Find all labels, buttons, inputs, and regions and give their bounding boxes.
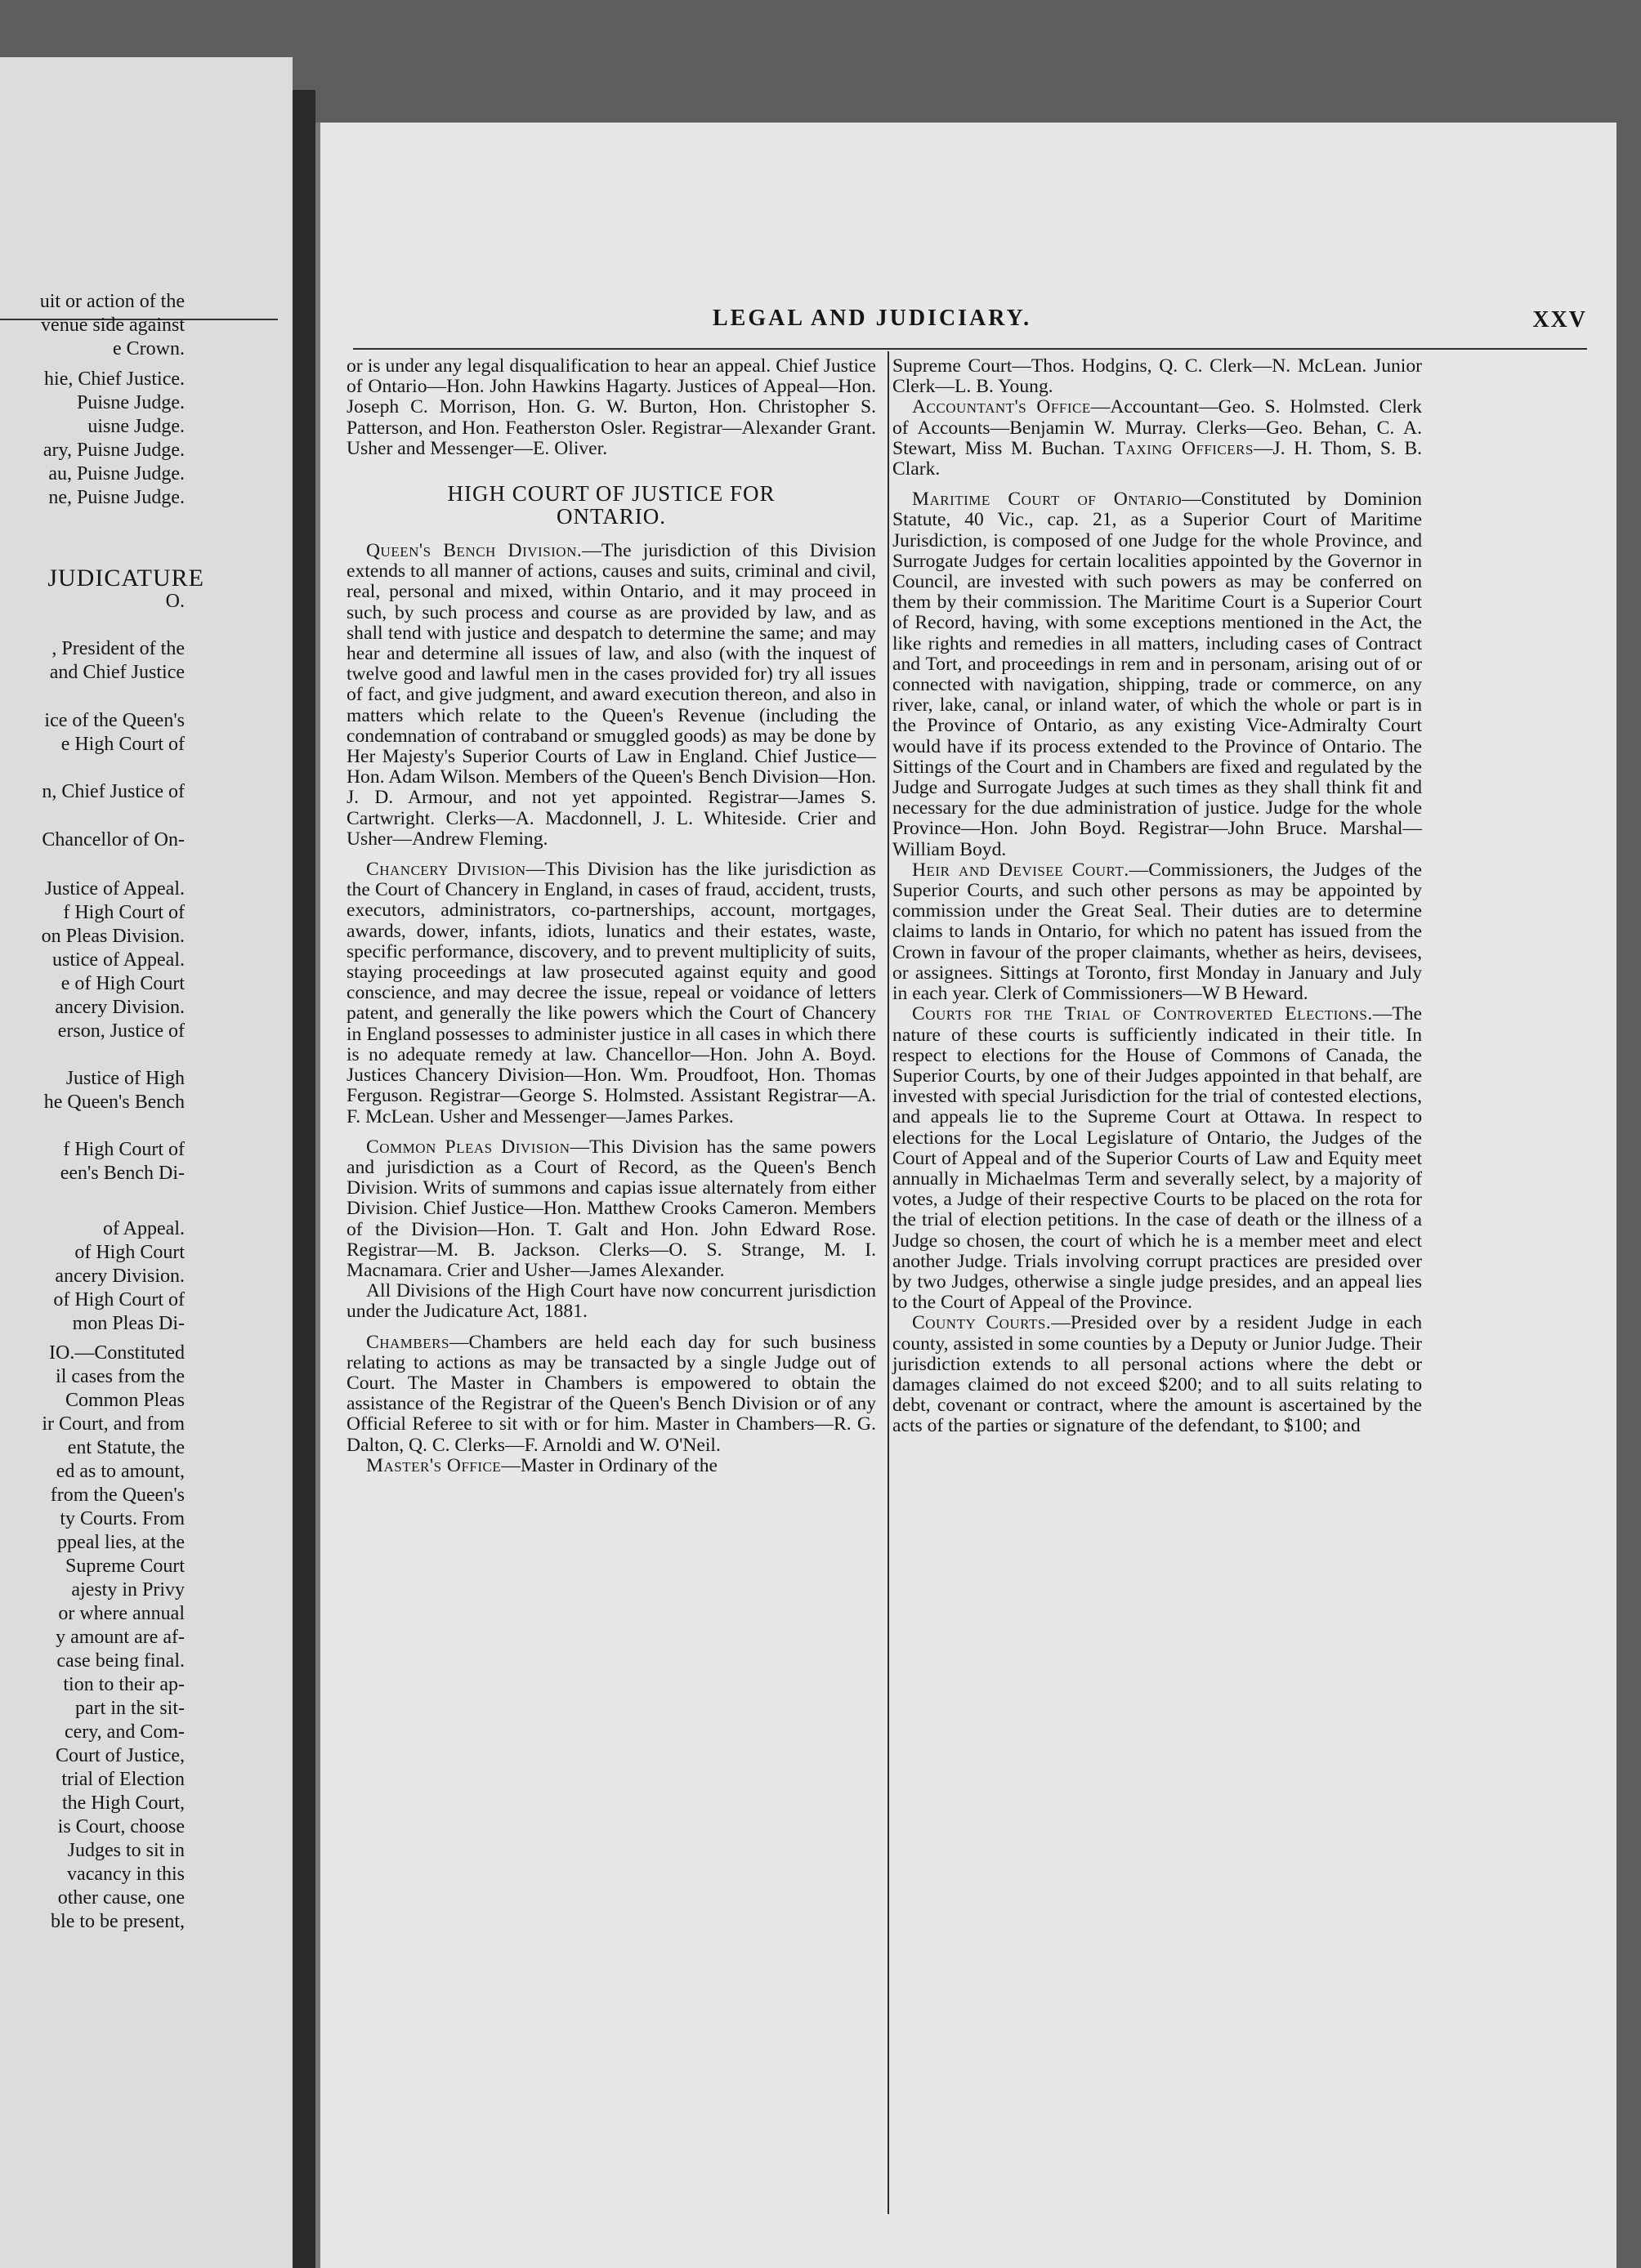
left-page-line: ent Statute, the [67, 1437, 185, 1458]
chambers-paragraph [347, 1333, 876, 1456]
section-title-line1: HIGH COURT OF JUSTICE FOR [447, 481, 776, 507]
common-pleas-text: —This Division has the same powers and jurisdiction as a Court of Record, as the Queen's Bench Division. Writs of summons and capias issue alternately from either Division. Chief Justice—Hon. Matthew Crooks Cameron. Members of the Division—Hon. T. Galt and Hon. John Edward Rose. Registrar—M. B. Jackson. Clerks—O. S. Strange, M. I. Macnamara. Crier and Usher—James Alexander. [347, 1136, 876, 1281]
left-page-line: other cause, one [57, 1887, 185, 1909]
left-page-line: IO.—Constituted [49, 1342, 185, 1364]
heir-devisee-heading: Heir and Devisee Court. [912, 859, 1129, 881]
queens-bench-paragraph [347, 541, 876, 850]
chancery-text: —This Division has the like jurisdiction as the Court of Chancery in England, in cases of fraud, accident, trusts, executors, administrators, co-partnerships, account, mortgages, awards, dower, infants, idiots, lunatics and their estates, waste, specific performance, discovery, and to prevent multiplicity of suits, staying proceedings at law prosecuted against equity and good conscience, and may decree the issue, repeal or voidance of letters patent, and generally the like powers which the Court of Chancery in England possesses to administer justice in all cases in which there is no adequate remedy at law. Chancellor—Hon. John A. Boyd. Justices Chancery Division—Hon. Wm. Proudfoot, Hon. Thomas Ferguson. Registrar—George S. Holmsted. Assistant Registrar—A. F. McLean. Usher and Messenger—James Parkes. [347, 859, 876, 1127]
document-page [320, 123, 1616, 2268]
county-courts-paragraph [892, 1313, 1422, 1436]
maritime-court-text: —Constituted by Dominion Statute, 40 Vic., cap. 21, as a Superior Court of Maritime Jurisdiction, is composed of one Judge for the whole Province, and Surrogate Judges for certain localities appointed by the Governor in Council, are invested with such powers as may be conferred on them by their commission. The Maritime Court is a Superior Court of Record, having, with some exceptions mentioned in the Act, the like rights and remedies in all matters, including cases of Contract and Tort, and proceedings in rem and in personam, arising out of or connected with navigation, shipping, trade or commerce, on any river, lake, canal, or inland water, of which the whole or part is in the Province of Ontario, as any existing Vice-Admiralty Court would have if its process extended to the Province of Ontario. The Sittings of the Court and in Chambers are fixed and regulated by the Judge and Surrogate Judges at such times as they shall think fit and necessary for the due administration of justice. Judge for the whole Province—Hon. John Boyd. Registrar—John Bruce. Marshal—William Boyd. [892, 489, 1422, 860]
page-header [320, 301, 1616, 333]
queens-bench-heading: Queen's Bench Division. [366, 540, 583, 562]
left-page-line: ed as to amount, [56, 1461, 185, 1482]
section-title-line2: ONTARIO. [556, 504, 667, 529]
left-page-line: au, Puisne Judge. [48, 463, 185, 484]
left-page-line: ble to be present, [51, 1911, 185, 1932]
page-number: XXV [1532, 307, 1587, 333]
queens-bench-text: —The jurisdiction of this Division extends to all manner of actions, causes and suits, criminal and civil, real, personal and mixed, within Ontario, and it may proceed in such, by such process and course as are provided by law, and as shall tend with justice and despatch to determine the same; and may hear and determine all issues of law, and also (with the inquest of twelve good and lawful men in the cases provided for) try all issues of fact, and give judgment, and award execution thereon, and also in matters which relate to the Queen's Revenue (including the condemnation of contraband or smuggled goods) as may be done by Her Majesty's Superior Courts of Law in England. Chief Justice—Hon. Adam Wilson. Members of the Queen's Bench Division—Hon. J. D. Armour, and not yet appointed. Registrar—James S. Cartwright. Clerks—A. Macdonnell, J. L. Whiteside. Crier and Usher—Andrew Fleming. [347, 540, 876, 850]
header-rule [353, 348, 1587, 350]
left-page-line: hie, Chief Justice. [44, 368, 185, 390]
county-courts-text: —Presided over by a resident Judge in each county, assisted in some counties by a Deputy or Junior Judge. Their jurisdiction extends to all personal actions where the debt or damages claimed do not exceed $200; and to all suits relating to debt, covenant or contract, where the amount is ascertained by the acts of the parties or signature of the defendant, to $100; and [892, 1312, 1423, 1437]
left-page-line: Supreme Court [65, 1556, 185, 1577]
left-page-line: f High Court of [63, 902, 185, 923]
left-page-line: the High Court, [62, 1793, 185, 1814]
section-title [347, 482, 876, 528]
left-page-line: ancery Division. [55, 997, 185, 1018]
supreme-court-continuation: Supreme Court—Thos. Hodgins, Q. C. Clerk—N. McLean. Junior Clerk—L. B. Young. [892, 355, 1422, 398]
left-page-line: and Chief Justice [49, 662, 185, 683]
left-column [347, 356, 876, 1476]
left-page-line: ajesty in Privy [71, 1579, 185, 1601]
left-page-line: tion to their ap- [63, 1674, 185, 1695]
masters-office-text: —Master in Ordinary of the [501, 1454, 718, 1476]
left-page-line: een's Bench Di- [60, 1163, 185, 1184]
left-page-line: il cases from the [56, 1366, 185, 1387]
appeal-court-continuation: or is under any legal disqualification to hear an appeal. Chief Justice of Ontario—Hon. John Hawkins Hagarty. Justices of Appeal—Hon. Joseph C. Morrison, Hon. G. W. Burton, Hon. Christopher S. Patterson, and Hon. Featherston Osler. Registrar—Alexander Grant. Usher and Messenger—E. Oliver. [347, 355, 876, 459]
all-divisions-paragraph: All Divisions of the High Court have now concurrent jurisdiction under the Judicature Act, 1881. [347, 1280, 876, 1323]
left-page-line: of High Court of [53, 1289, 185, 1310]
left-page-line: is Court, choose [57, 1816, 185, 1837]
heir-devisee-paragraph [892, 860, 1422, 1004]
left-page-line: Puisne Judge. [77, 392, 185, 413]
chambers-text: —Chambers are held each day for such business relating to actions as may be transacted by a single Judge out of Court. The Master in Chambers is empowered to obtain the assistance of the Registrar of the Queen's Bench Division or of any Official Referee to sit with or for him. Master in Chambers—R. G. Dalton, Q. C. Clerks—F. Arnoldi and W. O'Neil. [347, 1331, 876, 1456]
left-page-line: n, Chief Justice of [42, 781, 185, 802]
controverted-elections-text: —The nature of these courts is sufficiently indicated in their title. In respect to elections for the House of Commons of Canada, the Superior Courts, by one of their Judges appointed in that behalf, are invested with special Jurisdiction for the trial of contested elections, and appeals lie to the Supreme Court at Ottawa. In respect to elections for the Local Legislature of Ontario, the Judges of the Court of Appeal and of the Superior Courts of Law and Equity meet annually in Michaelmas Term and severally select, by a majority of votes, a Judge of their respective Courts to be placed on the rota for the trial of election petitions. In the case of death or the illness of a Judge so chosen, the court of which he is a member meet and elect another Judge. Trials involving corrupt practices are presided over by two Judges, otherwise a single judge presides, and an appeal lies to the Court of Appeal of the Province. [892, 1003, 1422, 1314]
left-page-line: Common Pleas [65, 1390, 185, 1411]
controverted-elections-paragraph [892, 1004, 1422, 1313]
left-page-line: O. [165, 591, 185, 612]
left-page-line: y amount are af- [56, 1627, 185, 1648]
left-page-line: trial of Election [61, 1769, 185, 1790]
left-page-line: part in the sit- [75, 1698, 185, 1719]
left-page-line: e High Court of [60, 734, 185, 755]
chambers-heading: Chambers [366, 1331, 449, 1353]
left-page-line: f High Court of [63, 1139, 185, 1160]
book-gutter [293, 90, 315, 2268]
accountants-office-heading: Accountant's Office [912, 396, 1091, 418]
left-page-line: ty Courts. From [60, 1508, 185, 1529]
left-page-line: or where annual [58, 1603, 185, 1624]
masters-office-paragraph [347, 1456, 876, 1476]
left-page-line: e of High Court [60, 973, 185, 994]
left-page-line: Justice of High [65, 1068, 185, 1089]
left-page-line: , President of the [51, 638, 185, 659]
heir-devisee-text: —Commissioners, the Judges of the Superior Courts, and such other persons as may be appointed by commission under the Great Seal. Their duties are to determine claims to lands in Ontario, for which no patent has issued from the Crown in favour of the proper claimants, whether as heirs, devisees, or assignees. Sittings at Toronto, first Monday in January and July in each year. Clerk of Commissioners—W B Heward. [892, 859, 1422, 1005]
masters-office-heading: Master's Office [366, 1454, 502, 1476]
running-head: LEGAL AND JUDICIARY. [713, 306, 1032, 331]
left-page-line: of Appeal. [103, 1218, 185, 1239]
county-courts-heading: County Courts. [912, 1312, 1052, 1334]
taxing-officers-text: —J. H. Thom, S. B. Clark. [892, 437, 1422, 480]
left-page-line: ir Court, and from [42, 1413, 185, 1435]
left-page-line: venue side against [41, 315, 185, 336]
accountants-office-text: —Accountant—Geo. S. Holmsted. Clerk of Accounts—Benjamin W. Murray. Clerks—Geo. Behan, C. A. Stewart, Miss M. Buchan. [892, 396, 1422, 459]
left-page-line: of High Court [74, 1242, 185, 1263]
left-page-line: mon Pleas Di- [72, 1313, 185, 1334]
left-page-line: he Queen's Bench [43, 1092, 185, 1113]
left-page-line: ancery Division. [55, 1266, 185, 1287]
right-column [892, 356, 1422, 1437]
left-page-line: vacancy in this [67, 1864, 185, 1885]
left-page-line: erson, Justice of [57, 1020, 185, 1042]
left-page-line: ary, Puisne Judge. [42, 440, 185, 461]
left-page-line: ice of the Queen's [44, 710, 185, 731]
left-page-line: ustice of Appeal. [52, 949, 185, 971]
left-page-line: Judges to sit in [67, 1840, 185, 1861]
left-page-line: on Pleas Division. [41, 926, 185, 947]
left-page-line: JUDICATURE [47, 565, 204, 592]
chancery-paragraph [347, 859, 876, 1127]
left-page-line: uisne Judge. [87, 416, 185, 437]
accountants-office-paragraph [892, 397, 1422, 480]
left-page-line: Chancellor of On- [42, 829, 185, 850]
left-page-line: cery, and Com- [64, 1721, 185, 1743]
common-pleas-paragraph [347, 1137, 876, 1281]
left-page-line: Justice of Appeal. [44, 878, 185, 900]
left-page-line: from the Queen's [50, 1484, 185, 1506]
controverted-elections-heading: Courts for the Trial of Controverted Elections. [912, 1003, 1373, 1025]
left-page-line: case being final. [56, 1650, 185, 1672]
maritime-court-paragraph [892, 489, 1422, 860]
left-page-line: ppeal lies, at the [57, 1532, 185, 1553]
taxing-officers-heading: Taxing Officers [1113, 437, 1254, 459]
maritime-court-heading: Maritime Court of Ontario [912, 489, 1183, 511]
left-page-line: ne, Puisne Judge. [48, 487, 185, 508]
left-page-line: Court of Justice, [56, 1745, 185, 1766]
left-page-line: uit or action of the [39, 291, 185, 312]
chancery-heading: Chancery Division [366, 859, 526, 881]
previous-page-fragment [0, 57, 293, 2268]
column-divider [888, 351, 889, 2214]
common-pleas-heading: Common Pleas Division [366, 1136, 570, 1158]
left-page-line: e Crown. [113, 338, 185, 359]
